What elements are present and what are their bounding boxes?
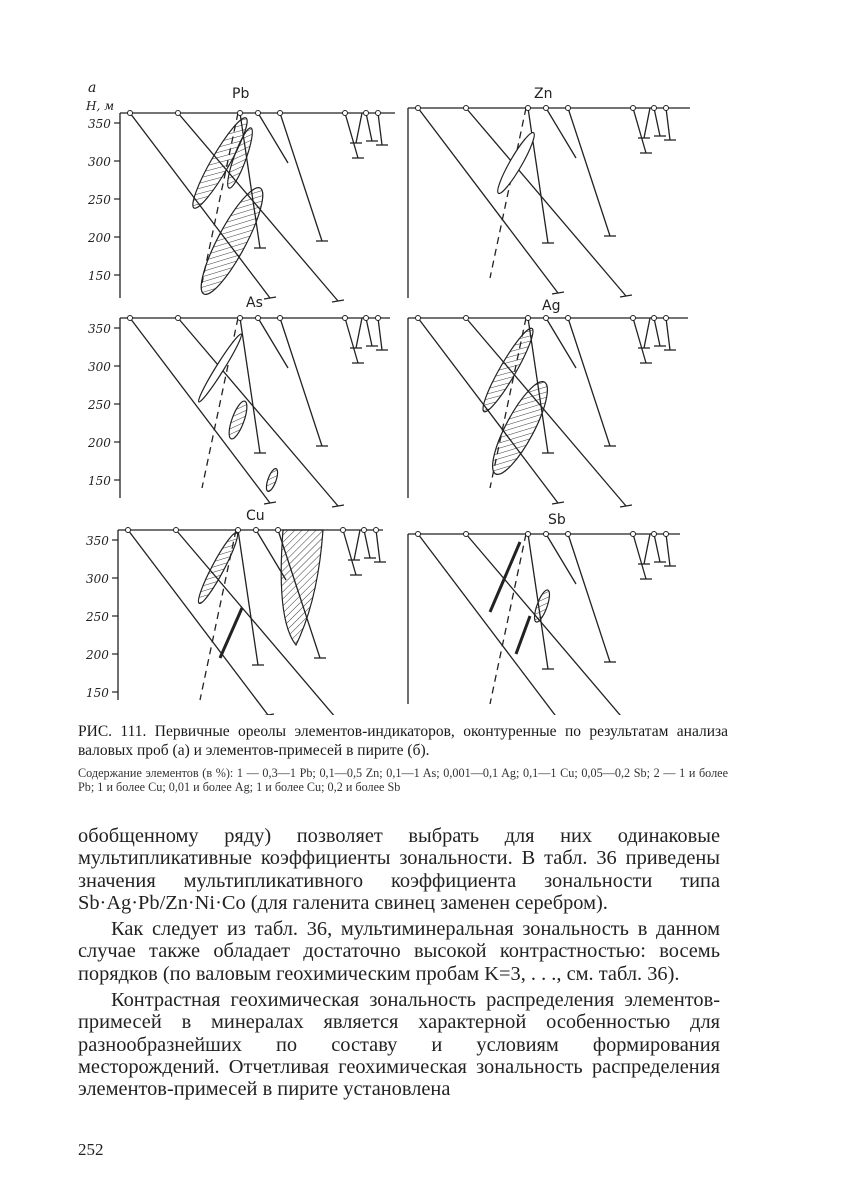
element-label-zn: Zn bbox=[534, 86, 553, 102]
tick-label: 200 bbox=[88, 231, 111, 245]
element-label-ag: Ag bbox=[542, 298, 561, 314]
body-text bbox=[78, 825, 720, 1101]
tick-label: 200 bbox=[88, 436, 111, 450]
row3-ticks bbox=[85, 534, 109, 700]
figure-caption: РИС. 111. Первичные ореолы элементов-индикаторов, оконтуренные по результатам анализа валовых проб (а) и элементов-примесей в пирите (б). bbox=[78, 723, 728, 759]
panel-cu bbox=[112, 528, 386, 716]
halo-as-1 bbox=[195, 332, 244, 404]
paragraph: Как следует из табл. 36, мультиминеральная зональность в данном случае также обладает достаточно высокой контрастностью: восемь порядков (по валовым геохимическим пробам K=3, . . ., см. табл. 36). bbox=[78, 918, 720, 985]
element-label-sb: Sb bbox=[548, 512, 566, 528]
row2-ticks bbox=[87, 322, 111, 488]
figure-note: Содержание элементов (в %): 1 — 0,3—1 Pb; 0,1—0,5 Zn; 0,1—1 As; 0,001—0,1 Ag; 0,1—1 Cu; 0,05—0,2 Sb; 2 — 1 и более Pb; 1 и более Cu; 0,01 и более Ag; 1 и более Cu; 0,2 и более Sb bbox=[78, 766, 728, 794]
tick-label: 150 bbox=[88, 474, 111, 488]
tick-label: 200 bbox=[86, 648, 109, 662]
halo-as-3 bbox=[264, 467, 280, 492]
tick-label: 300 bbox=[86, 572, 109, 586]
tick-label: 250 bbox=[86, 610, 109, 624]
axis-label: H, м bbox=[86, 99, 115, 113]
page-number: 252 bbox=[78, 1140, 104, 1159]
panel-label: а bbox=[88, 80, 97, 96]
halo-cu-1 bbox=[194, 530, 242, 606]
panel-zn bbox=[408, 106, 690, 299]
halo-cu-2 bbox=[281, 530, 323, 645]
tick-label: 150 bbox=[86, 686, 109, 700]
tick-label: 300 bbox=[88, 360, 111, 374]
tick-label: 350 bbox=[86, 534, 109, 548]
element-label-cu: Cu bbox=[246, 508, 265, 524]
tick-label: 150 bbox=[88, 269, 111, 283]
tick-label: 250 bbox=[88, 193, 111, 207]
element-label-as: As bbox=[246, 295, 263, 311]
halo-sb-1 bbox=[531, 588, 552, 623]
panel-sb bbox=[408, 532, 680, 716]
tick-label: 250 bbox=[88, 398, 111, 412]
tick-label: 350 bbox=[88, 322, 111, 336]
panel-ag bbox=[408, 316, 688, 508]
tick-label: 350 bbox=[88, 117, 111, 131]
panel-pb bbox=[114, 111, 395, 303]
tick-label: 300 bbox=[88, 155, 111, 169]
row1-ticks bbox=[87, 117, 111, 283]
paragraph: Контрастная геохимическая зональность распределения элементов-примесей в минералах является характерной особенностью для разнообразнейших по составу и условиям формирования месторождений. Отчетливая геохимическая зональность распределения элементов-примесей в пирите установлена bbox=[78, 989, 720, 1101]
halo-as-2 bbox=[226, 399, 251, 441]
element-label-pb: Pb bbox=[232, 86, 250, 102]
paragraph: обобщенному ряду) позволяет выбрать для них одинаковые мультипликативные коэффициенты зональности. В табл. 36 приведены значения мультипликативного коэффициента зональности типа Sb·Ag·Pb/Zn·Ni·Co (для галенита свинец заменен серебром). bbox=[78, 825, 720, 914]
panel-as bbox=[114, 316, 390, 508]
